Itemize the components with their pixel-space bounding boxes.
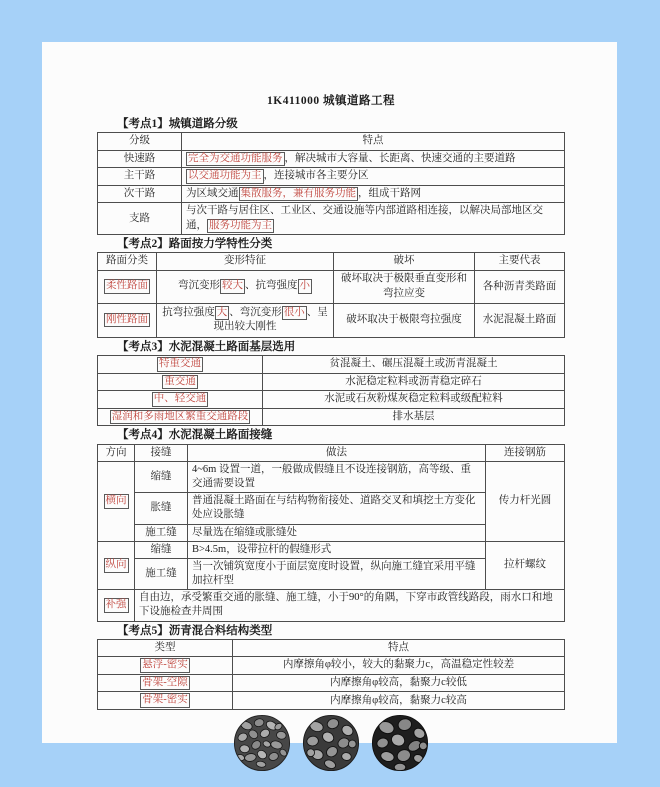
traffic-label: 湿润和多雨地区繁重交通路段 xyxy=(98,408,263,426)
section-2-heading: 【考点2】路面按力学特性分类 xyxy=(117,238,273,251)
method-cell: 自由边，承受繁重交通的胀缝、施工缝，小于90°的角隅，下穿市政管线路段，雨水口和地下设施检查井周围 xyxy=(135,590,565,621)
joint-type-cell: 缩缝 xyxy=(135,541,188,558)
column-header: 变形特征 xyxy=(157,253,334,270)
road-classification-table xyxy=(97,132,565,235)
traffic-label: 中、轻交通 xyxy=(98,391,263,409)
table-row xyxy=(98,150,565,168)
table-header-row xyxy=(98,444,565,461)
table-row xyxy=(98,303,565,337)
table-row xyxy=(98,270,565,303)
material-cell: 水泥或石灰粉煤灰稳定粒料或级配粒料 xyxy=(263,391,565,409)
method-cell: B>4.5m，设带拉杆的假缝形式 xyxy=(188,541,486,558)
table-header-row xyxy=(98,253,565,270)
row-label: 快速路 xyxy=(98,150,182,168)
column-header: 方向 xyxy=(98,444,135,461)
feature-cell: 内摩擦角φ较小，较大的黏聚力c，高温稳定性较差 xyxy=(233,657,565,675)
section-kaodian-3 xyxy=(97,340,565,427)
row-feature: 完全为交通功能服务 ，解决城市大容量、长距离、快速交通的主要道路 xyxy=(182,150,565,168)
deformation-cell: 弯沉变形 较大 、抗弯强度 小 xyxy=(157,270,334,303)
row-feature: 为区域交通 集散服务，兼有服务功能 ，组成干路网 xyxy=(182,185,565,203)
method-cell: 4~6m 设置一道，一般做成假缝且不设连接钢筋，高等级、重交通需要设置 xyxy=(188,461,486,492)
table-row xyxy=(98,590,565,621)
table-row xyxy=(98,185,565,203)
feature-cell: 内摩擦角φ较高，黏聚力c较低 xyxy=(233,674,565,692)
row-feature: 以交通功能为主 ，连接城市各主要分区 xyxy=(182,168,565,186)
row-label: 柔性路面 xyxy=(98,270,157,303)
joint-type-cell: 施工缝 xyxy=(135,558,188,589)
table-header-row xyxy=(98,133,565,150)
direction-label: 纵向 xyxy=(98,541,135,590)
structure-type-label: 骨架-空隙 xyxy=(98,674,233,692)
material-cell: 排水基层 xyxy=(263,408,565,426)
table-row xyxy=(98,203,565,235)
base-layer-selection-table xyxy=(97,355,565,426)
row-label: 刚性路面 xyxy=(98,303,157,337)
feature-cell: 内摩擦角φ较高，黏聚力c较高 xyxy=(233,692,565,710)
column-header: 做法 xyxy=(188,444,486,461)
traffic-label: 特重交通 xyxy=(98,356,263,374)
asphalt-mixture-structure-table xyxy=(97,639,565,710)
damage-cell: 破坏取决于极限垂直变形和弯拉应变 xyxy=(334,270,475,303)
material-cell: 水泥稳定粒料或沥青稳定碎石 xyxy=(263,373,565,391)
table-row xyxy=(98,692,565,710)
joint-type-cell: 胀缝 xyxy=(135,493,188,524)
document-content xyxy=(42,42,617,772)
method-cell: 普通混凝土路面在与结构物衔接处、道路交叉和填挖土方变化处应设胀缝 xyxy=(188,493,486,524)
skeleton-dense-structure-image xyxy=(371,714,429,772)
material-cell: 贫混凝土、碾压混凝土或沥青混凝土 xyxy=(263,356,565,374)
table-row xyxy=(98,461,565,492)
deformation-cell: 抗弯拉强度 大 、弯沉变形 很小 、呈现出较大刚性 xyxy=(157,303,334,337)
method-cell: 尽量选在缩缝或胀缝处 xyxy=(188,524,486,541)
section-kaodian-4 xyxy=(97,428,565,621)
column-header: 分级 xyxy=(98,133,182,150)
asphalt-structure-figures xyxy=(97,714,565,772)
table-row xyxy=(98,541,565,558)
document-page xyxy=(42,42,617,743)
section-kaodian-5 xyxy=(97,624,565,710)
structure-type-label: 悬浮-密实 xyxy=(98,657,233,675)
column-header: 特点 xyxy=(233,640,565,657)
skeleton-void-structure-image xyxy=(302,714,360,772)
row-feature: 与次干路与居住区、工业区、交通设施等内部道路相连接，以解决局部地区交通， 服务功能为主 xyxy=(182,203,565,235)
joint-type-cell: 施工缝 xyxy=(135,524,188,541)
section-5-heading: 【考点5】沥青混合料结构类型 xyxy=(117,624,273,637)
column-header: 路面分类 xyxy=(98,253,157,270)
section-kaodian-2 xyxy=(97,237,565,338)
table-row xyxy=(98,657,565,675)
table-row xyxy=(98,356,565,374)
section-3-heading: 【考点3】水泥混凝土路面基层选用 xyxy=(117,340,296,353)
rebar-cell: 拉杆螺纹 xyxy=(486,541,565,590)
traffic-label: 重交通 xyxy=(98,373,263,391)
row-label: 次干路 xyxy=(98,185,182,203)
representative-cell: 各种沥青类路面 xyxy=(475,270,565,303)
concrete-pavement-joint-table xyxy=(97,444,565,622)
structure-type-label: 骨架-密实 xyxy=(98,692,233,710)
table-row xyxy=(98,373,565,391)
rebar-cell: 传力杆光圆 xyxy=(486,461,565,541)
pavement-mechanics-table xyxy=(97,252,565,337)
column-header: 特点 xyxy=(182,133,565,150)
section-kaodian-1 xyxy=(97,117,565,235)
table-row xyxy=(98,168,565,186)
table-row xyxy=(98,674,565,692)
section-4-heading: 【考点4】水泥混凝土路面接缝 xyxy=(117,429,273,442)
column-header: 破坏 xyxy=(334,253,475,270)
column-header: 类型 xyxy=(98,640,233,657)
page-title: 1K411000 城镇道路工程 xyxy=(267,95,395,107)
damage-cell: 破坏取决于极限弯拉强度 xyxy=(334,303,475,337)
representative-cell: 水泥混凝土路面 xyxy=(475,303,565,337)
table-header-row xyxy=(98,640,565,657)
column-header: 主要代表 xyxy=(475,253,565,270)
row-label: 主干路 xyxy=(98,168,182,186)
section-1-heading: 【考点1】城镇道路分级 xyxy=(117,118,238,130)
column-header: 连接钢筋 xyxy=(486,444,565,461)
direction-label: 补强 xyxy=(98,590,135,621)
joint-type-cell: 缩缝 xyxy=(135,461,188,492)
direction-label: 横向 xyxy=(98,461,135,541)
table-row xyxy=(98,408,565,426)
method-cell: 当一次铺筑宽度小于面层宽度时设置，纵向施工缝宜采用平缝加拉杆型 xyxy=(188,558,486,589)
column-header: 接缝 xyxy=(135,444,188,461)
suspended-dense-structure-image xyxy=(233,714,291,772)
row-label: 支路 xyxy=(98,203,182,235)
table-row xyxy=(98,391,565,409)
